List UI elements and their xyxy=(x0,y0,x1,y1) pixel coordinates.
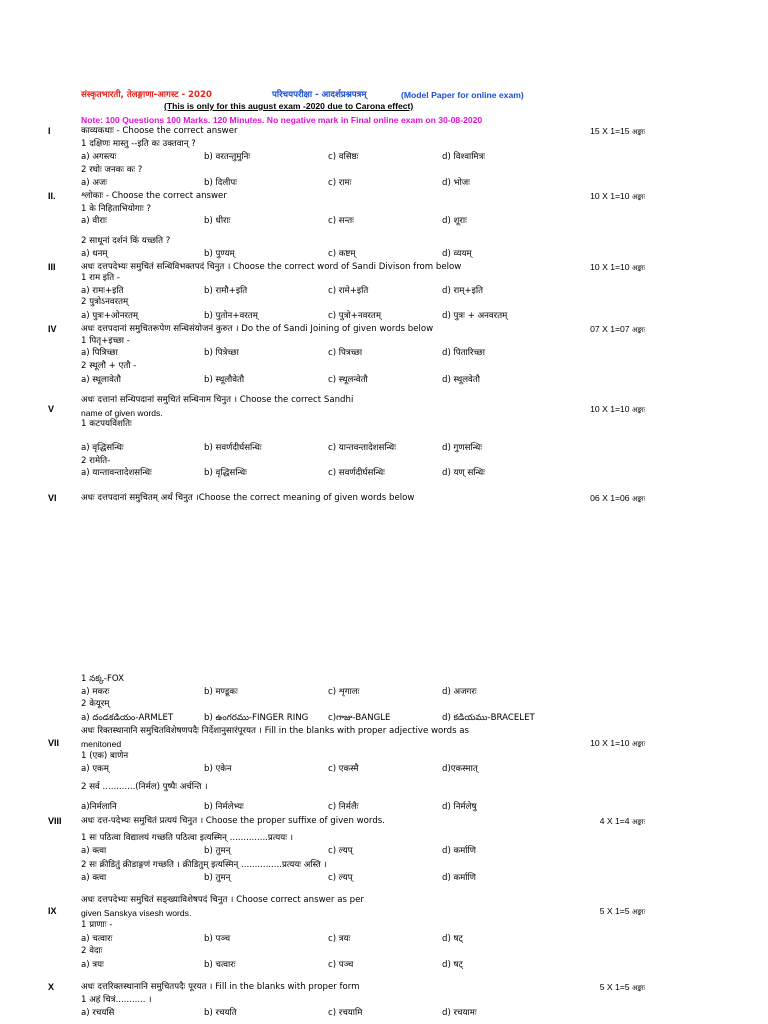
option-a[interactable]: a) वीराः xyxy=(81,216,107,226)
section-marks: 10 X 1=10 अङ्काः xyxy=(590,262,645,272)
option-d[interactable]: d) कर्माणि xyxy=(442,846,476,856)
option-c[interactable]: c) रचयामि xyxy=(328,1008,363,1018)
option-c[interactable]: c)గాజు-BANGLE xyxy=(328,713,391,723)
option-c[interactable]: c) कष्टम् xyxy=(328,249,356,259)
question-text: 1 నక్క-FOX xyxy=(81,674,125,684)
section-title: श्लोकाः - Choose the correct answer xyxy=(81,191,227,201)
option-c[interactable]: c) एकस्मै xyxy=(328,764,359,774)
question-text: 1 दक्षिणः मास्तु --इति कः उक्तवान् ? xyxy=(81,139,196,149)
option-d[interactable]: d) भोजः xyxy=(442,178,470,188)
option-b[interactable]: b) पुण्यम् xyxy=(204,249,235,259)
section-marks: 07 X 1=07 अङ्काः xyxy=(590,324,645,334)
option-d[interactable]: d) षट् xyxy=(442,960,463,970)
option-c[interactable]: c) पित्रच्छा xyxy=(328,348,363,358)
section-marks: 4 X 1=4 अङ्काः xyxy=(599,816,645,826)
section-title: काव्यकथाः - Choose the correct answer xyxy=(81,126,238,136)
option-c[interactable]: c) त्रयः xyxy=(328,934,351,944)
option-d[interactable]: d) स्थूलवेतौ xyxy=(442,375,480,385)
section-title-cont: name of given words. xyxy=(81,408,163,418)
option-c[interactable]: c) रामे+इति xyxy=(328,286,369,296)
option-b[interactable]: b) मण्डूकः xyxy=(204,687,238,697)
section-marks: 10 X 1=10 अङ्काः xyxy=(590,404,645,414)
option-b[interactable]: b) पुतोन+वरतम् xyxy=(204,311,258,321)
section-number: III xyxy=(48,262,56,272)
option-d[interactable]: d) व्ययम् xyxy=(442,249,472,259)
section-title: अधः दत्त-पदेभ्यः समुचितं प्रत्ययं चिनुत । Choose the proper suffixe of given words. xyxy=(81,816,385,826)
header-note2: Note: 100 Questions 100 Marks. 120 Minutes. No negative mark in Final online exam on 30-08-2020 xyxy=(81,115,483,125)
option-b[interactable]: b) सवर्णदीर्घसन्धिः xyxy=(204,443,262,453)
option-d[interactable]: d) गुणसन्धिः xyxy=(442,443,483,453)
option-a[interactable]: a) वृद्धिसन्धिः xyxy=(81,443,124,453)
option-c[interactable]: c) पुत्रो+नवरतम् xyxy=(328,311,381,321)
option-c[interactable]: c) यान्तवन्तादेशसन्धिः xyxy=(328,443,396,453)
option-c[interactable]: c) सवर्णदीर्घसन्धिः xyxy=(328,468,385,478)
option-c[interactable]: c) निर्मलैः xyxy=(328,802,359,812)
option-b[interactable]: b) तुमन् xyxy=(204,846,231,856)
option-a[interactable]: a) क्त्वा xyxy=(81,873,107,883)
option-d[interactable]: d) కడియము-BRACELET xyxy=(442,713,535,723)
section-number: VII xyxy=(48,738,60,748)
option-b[interactable]: b) वृद्धिसन्धिः xyxy=(204,468,247,478)
option-b[interactable]: b) पित्रेच्छा xyxy=(204,348,239,358)
section-title: अधः दत्तपदेभ्यः समुचितं सन्धिविभक्तपदं चिनुत । Choose the correct word of Sandi Divison from below xyxy=(81,262,462,272)
section-number: II. xyxy=(48,191,56,201)
option-b[interactable]: b) रचयति xyxy=(204,1008,237,1018)
option-c[interactable]: c) रामः xyxy=(328,178,352,188)
option-d[interactable]: d) विश्वामित्रः xyxy=(442,152,486,162)
section-number: VI xyxy=(48,493,57,503)
section-title-cont: menitoned xyxy=(81,739,122,749)
option-b[interactable]: b) पञ्च xyxy=(204,934,231,944)
question-text: 2 सः क्रीडितुं क्रीडाङ्गणं गच्छति । क्रीडितुम् इत्यस्मिन् ...............प्रत्ययः अस्ति । xyxy=(81,860,327,870)
option-d[interactable]: d) राम्+इति xyxy=(442,286,483,296)
option-c[interactable]: c) ल्यप् xyxy=(328,873,353,883)
question-text: 2 सर्व ............(निर्मल) पुष्पैः अर्चन्ति । xyxy=(81,782,208,792)
section-title: अधः रिक्तस्थानानि समुचितविशेषणपदैः निर्देशानुसारंपूरयत । Fill in the blanks with proper adjective words as xyxy=(81,726,470,736)
option-a[interactable]: a) अजः xyxy=(81,178,108,188)
option-b[interactable]: b) एकेन xyxy=(204,764,232,774)
option-d[interactable]: d) रचयामः xyxy=(442,1008,477,1018)
section-title: अधः दत्तपदानां समुचितरूपेण सन्धिसंयोजनं कुरुत । Do the of Sandi Joining of given words below xyxy=(81,324,434,334)
option-c[interactable]: c) सन्तः xyxy=(328,216,354,226)
question-text: 1 कटपयविंशतिः xyxy=(81,419,132,429)
section-number: IX xyxy=(48,906,57,916)
section-number: V xyxy=(48,404,55,414)
option-a[interactable]: a) चत्वारः xyxy=(81,934,113,944)
section-marks: 10 X 1=10 अङ्काः xyxy=(590,738,645,748)
question-text: 2 साधूनां दर्शनं किं यच्छति ? xyxy=(81,236,171,246)
section-marks: 5 X 1=5 अङ्काः xyxy=(599,906,645,916)
section-number: VIII xyxy=(48,816,62,826)
section-marks: 15 X 1=15 अङ्काः xyxy=(590,126,645,136)
option-d[interactable]: d) कर्माणि xyxy=(442,873,476,883)
section-number: X xyxy=(48,982,55,992)
option-c[interactable]: c) वसिष्ठः xyxy=(328,152,359,162)
question-text: 2 केयूरम् xyxy=(81,699,110,709)
option-d[interactable]: d) अजगरः xyxy=(442,687,477,697)
question-text: 1 (एक) बाणेन xyxy=(81,751,129,761)
question-text: 1 के निहिताभियोगाः ? xyxy=(81,204,152,214)
question-text: 1 अहं चित्रं........... । xyxy=(81,995,152,1005)
option-c[interactable]: c) ल्यप् xyxy=(328,846,353,856)
section-marks: 06 X 1=06 अङ्काः xyxy=(590,493,645,503)
section-title: अधः दत्तानां सन्धिपदानां समुचितं सन्धिनाम चिनुत । Choose the correct Sandhi xyxy=(81,395,354,405)
option-a[interactable]: a)निर्मलानि xyxy=(81,802,117,812)
option-a[interactable]: a) धनम् xyxy=(81,249,108,259)
option-a[interactable]: a) अगस्त्यः xyxy=(81,152,117,162)
option-a[interactable]: a) एकम् xyxy=(81,764,109,774)
option-b[interactable]: b) ఉంగరము-FINGER RING xyxy=(204,713,309,723)
question-text: 1 पितृ+इच्छा - xyxy=(81,336,130,346)
question-text: 2 पुत्रोऽनवरतम् xyxy=(81,297,129,307)
question-text: 2 स्थूलौ + एतौ - xyxy=(81,361,137,371)
option-a[interactable]: a) यान्तावन्तादेशसन्धिः xyxy=(81,468,152,478)
question-text: 2 रघोः जनकः कः ? xyxy=(81,165,143,175)
section-marks: 10 X 1=10 अङ्काः xyxy=(590,191,645,201)
option-a[interactable]: a) स्थूलावेतौ xyxy=(81,375,121,385)
option-d[interactable]: d)एकस्मात् xyxy=(442,764,478,774)
header-exam-english: (Model Paper for online exam) xyxy=(401,90,524,100)
section-title: अधः दत्तपदेभ्यः समुचितं सङ्ख्याविशेषपदं चिनुत । Choose correct answer as per xyxy=(81,895,364,905)
option-d[interactable]: d) षट् xyxy=(442,934,463,944)
header-org: संस्कृतभारती, तेलङ्गाणा-आगस्ट - 2020 xyxy=(81,90,212,100)
option-d[interactable]: d) पितारिच्छा xyxy=(442,348,485,358)
option-c[interactable]: c) स्थूलन्वेतौ xyxy=(328,375,368,385)
option-b[interactable]: b) वरतन्तुमुनिः xyxy=(204,152,251,162)
option-b[interactable]: b) रामौ+इति xyxy=(204,286,248,296)
section-title-cont: given Sanskya visesh words. xyxy=(81,908,192,918)
option-b[interactable]: b) दिलीपः xyxy=(204,178,237,188)
header-exam-name: परिचयपरीक्षा - आदर्शप्रश्नपत्रम् xyxy=(272,90,367,100)
option-d[interactable]: d) यण् सन्धिः xyxy=(442,468,485,478)
option-d[interactable]: d) पुत्रः + अनवरतम् xyxy=(442,311,508,321)
option-a[interactable]: a) पुत्रः+ओनरतम् xyxy=(81,311,139,321)
option-b[interactable]: b) स्थूलौवेतौ xyxy=(204,375,245,385)
question-text: 2 वेदाः xyxy=(81,946,103,956)
question-text: 1 राम इति - xyxy=(81,273,120,283)
option-a[interactable]: a) क्त्वा xyxy=(81,846,107,856)
question-text: 1 प्राणाः - xyxy=(81,920,113,930)
option-a[interactable]: a) पित्रिच्छा xyxy=(81,348,118,358)
option-b[interactable]: b) तुमन् xyxy=(204,873,231,883)
option-b[interactable]: b) चत्वारः xyxy=(204,960,236,970)
option-b[interactable]: b) निर्मलेभ्यः xyxy=(204,802,244,812)
section-number: IV xyxy=(48,324,57,334)
section-number: I xyxy=(48,126,51,136)
option-d[interactable]: d) निर्मलेषु xyxy=(442,802,477,812)
option-a[interactable]: a) దండకడియం-ARMLET xyxy=(81,713,174,723)
option-a[interactable]: a) रामः+इति xyxy=(81,286,124,296)
option-b[interactable]: b) धीराः xyxy=(204,216,231,226)
question-text: 1 सः पठित्वा विद्यालयं गच्छति पठित्वा इत्यस्मिन् ..............प्रत्ययः । xyxy=(81,833,293,843)
option-a[interactable]: a) त्रयः xyxy=(81,960,104,970)
option-c[interactable]: c) शृगालः xyxy=(328,687,360,697)
section-title: अधः दत्तपदानां समुचितम् अर्थं चिनुत ।Choose the correct meaning of given words below xyxy=(81,493,415,503)
header-note1: (This is only for this august exam -2020 due to Carona effect) xyxy=(164,101,414,111)
section-title: अधः दत्तरिक्तस्थानानि समुचितपदैः पूरयत । Fill in the blanks with proper form xyxy=(81,982,360,992)
option-a[interactable]: a) रचयसि xyxy=(81,1008,115,1018)
option-c[interactable]: c) पञ्च xyxy=(328,960,354,970)
section-marks: 5 X 1=5 अङ्काः xyxy=(599,982,645,992)
option-a[interactable]: a) मकरः xyxy=(81,687,110,697)
question-text: 2 रामेति- xyxy=(81,456,111,466)
option-d[interactable]: d) शूराः xyxy=(442,216,467,226)
